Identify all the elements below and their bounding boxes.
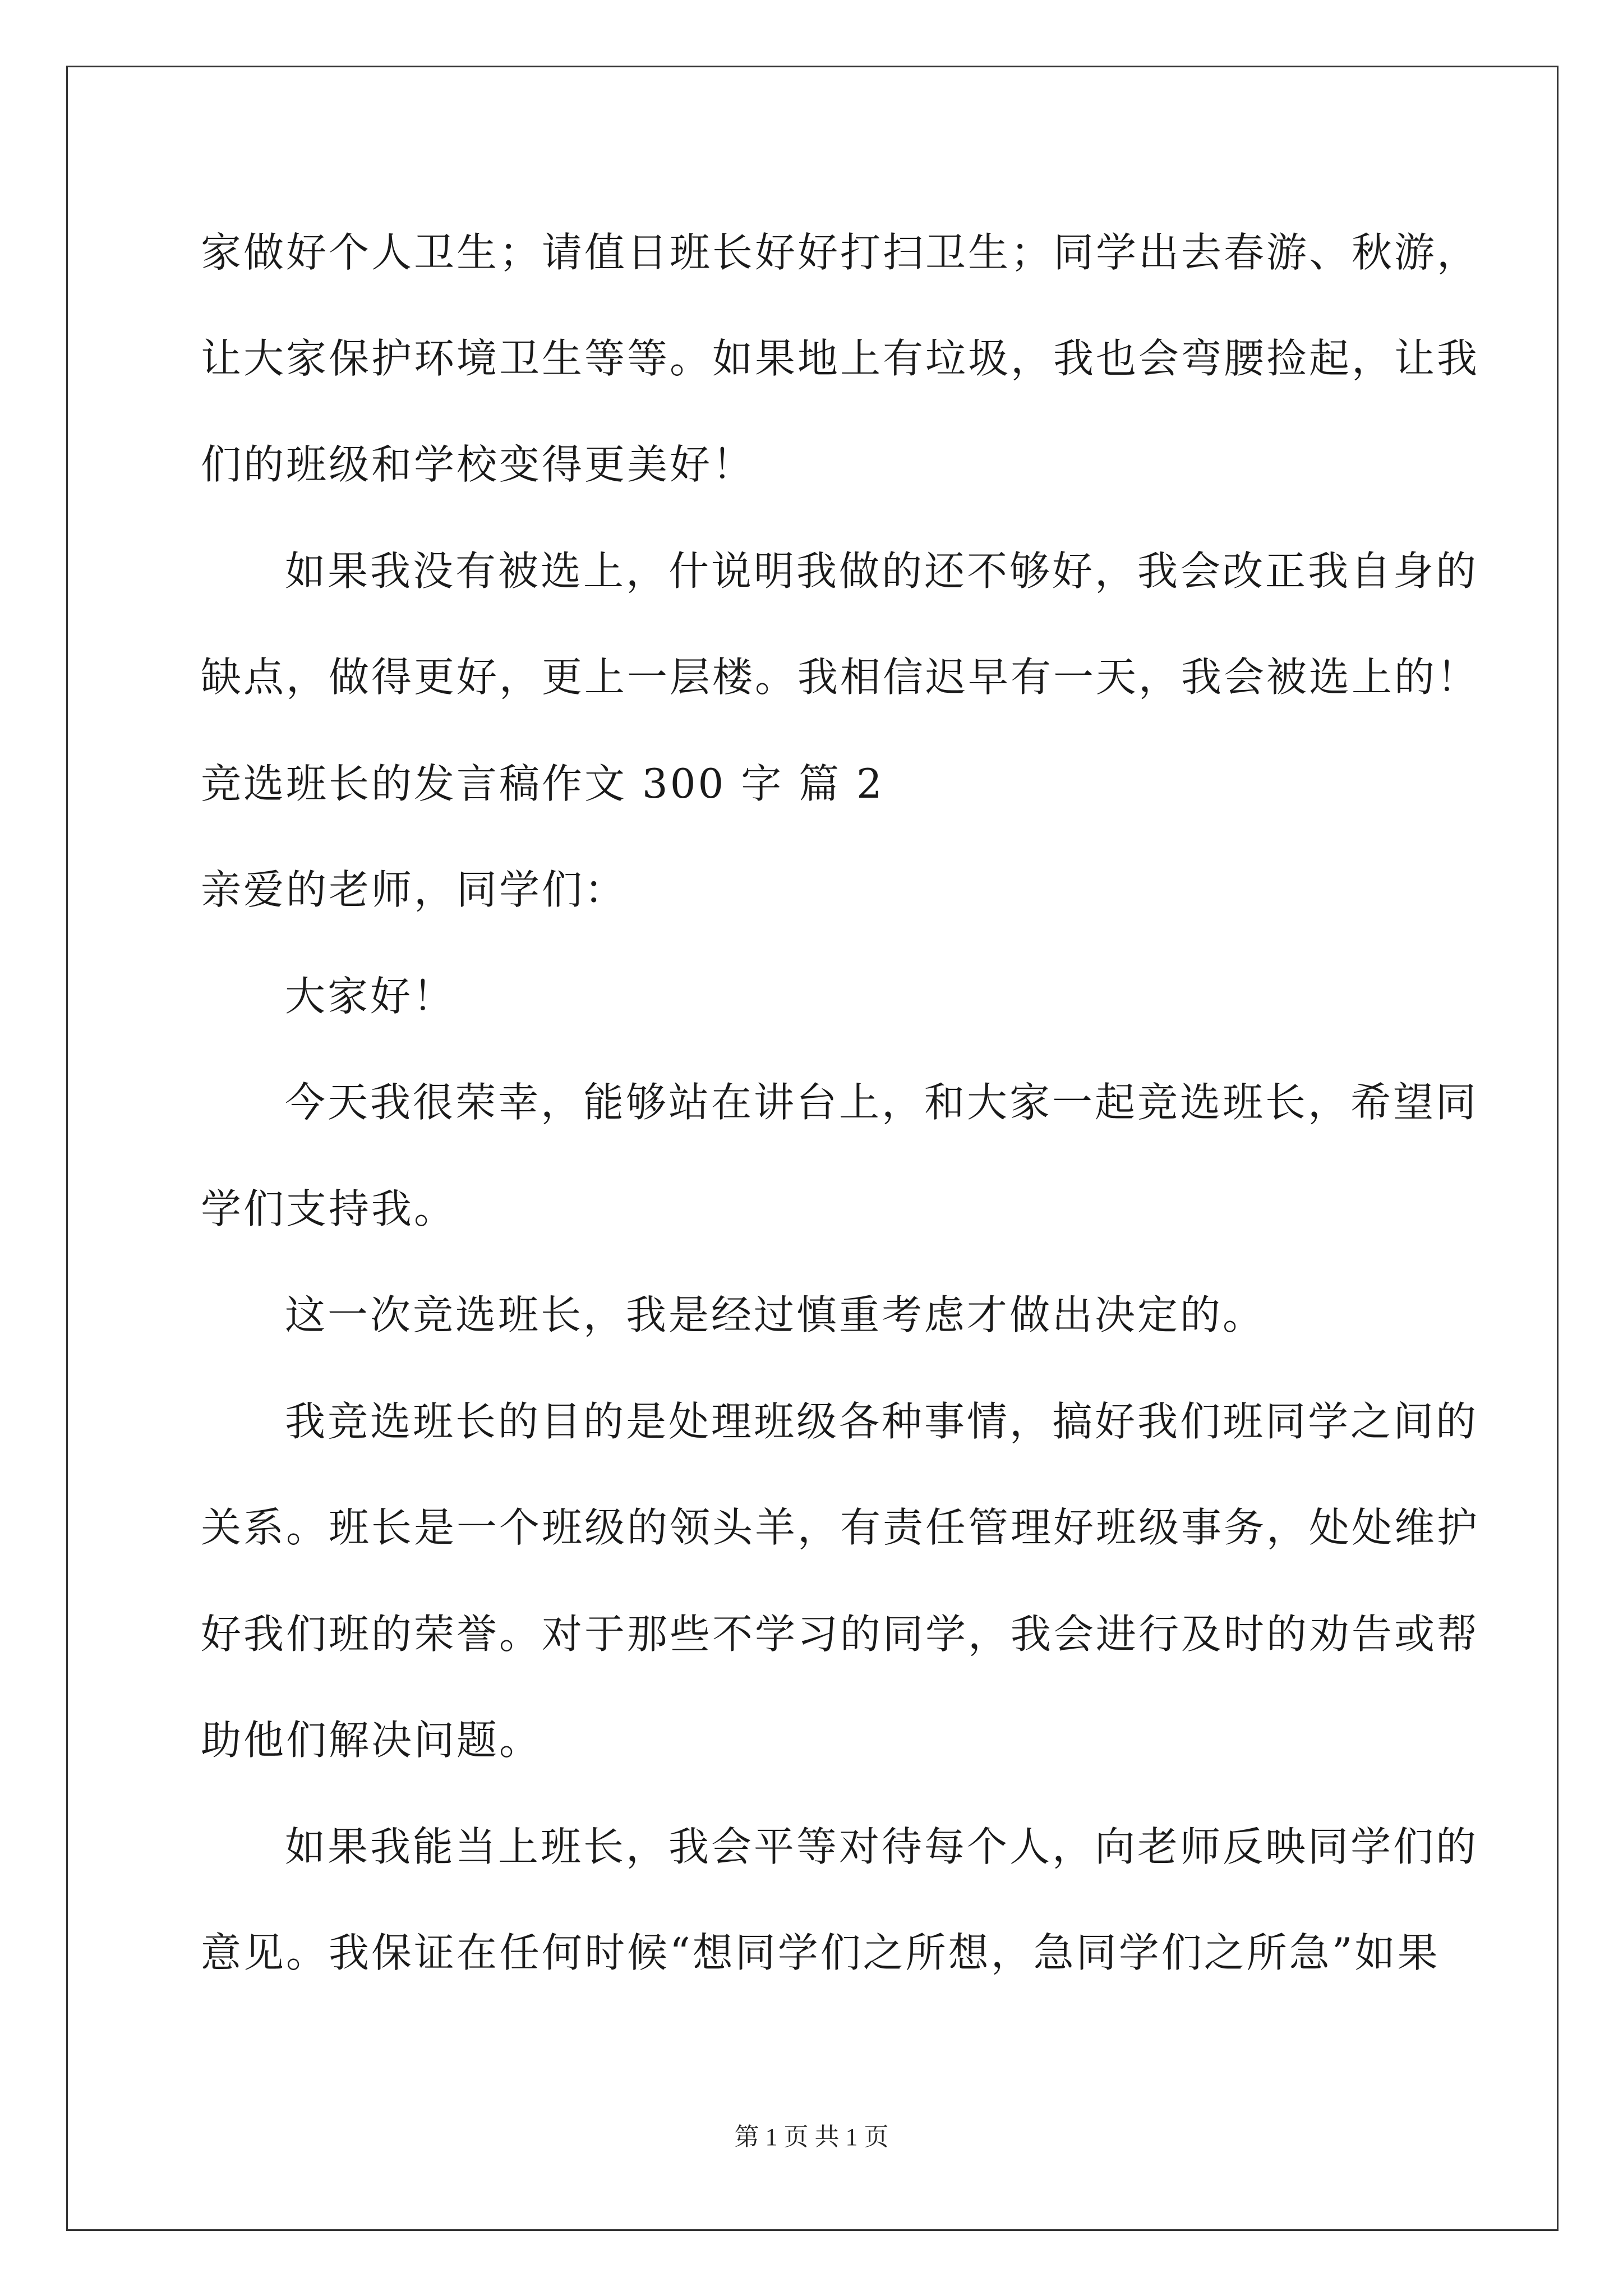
paragraph-start: 这一次竞选班长，我是经过慎重考虑才做出决定的。 (285, 1291, 1266, 1338)
paragraph-start: 今天我很荣幸，能够站在讲台上，和大家一起竞选班长，希望同 (285, 1079, 1479, 1126)
text-line: 助他们解决问题。 (201, 1717, 542, 1764)
text-line: 家做好个人卫生；请值日班长好好打扫卫生；同学出去春游、秋游， (201, 229, 1480, 276)
page-number: 第 1 页 共 1 页 (734, 2123, 889, 2151)
paragraph-start: 我竞选班长的目的是处理班级各种事情，搞好我们班同学之间的 (285, 1398, 1479, 1445)
text-line: 好我们班的荣誉。对于那些不学习的同学，我会进行及时的劝告或帮 (201, 1611, 1480, 1658)
salutation: 亲爱的老师，同学们： (201, 866, 628, 913)
text-line: 们的班级和学校变得更美好！ (201, 441, 755, 488)
text-line: 关系。班长是一个班级的领头羊，有责任管理好班级事务，处处维护 (201, 1504, 1480, 1551)
text-line: 学们支持我。 (201, 1185, 457, 1232)
greeting: 大家好！ (285, 973, 456, 1020)
paragraph-start: 如果我能当上班长，我会平等对待每个人，向老师反映同学们的 (285, 1823, 1479, 1870)
section-heading: 竞选班长的发言稿作文 300 字 篇 2 (201, 760, 884, 807)
text-line: 让大家保护环境卫生等等。如果地上有垃圾，我也会弯腰捡起，让我 (201, 335, 1480, 382)
text-line: 缺点，做得更好，更上一层楼。我相信迟早有一天，我会被选上的！ (201, 654, 1480, 701)
text-line: 意见。我保证在任何时候“想同学们之所想，急同学们之所急”如果 (201, 1929, 1440, 1976)
paragraph-start: 如果我没有被选上，什说明我做的还不够好，我会改正我自身的 (285, 547, 1479, 595)
